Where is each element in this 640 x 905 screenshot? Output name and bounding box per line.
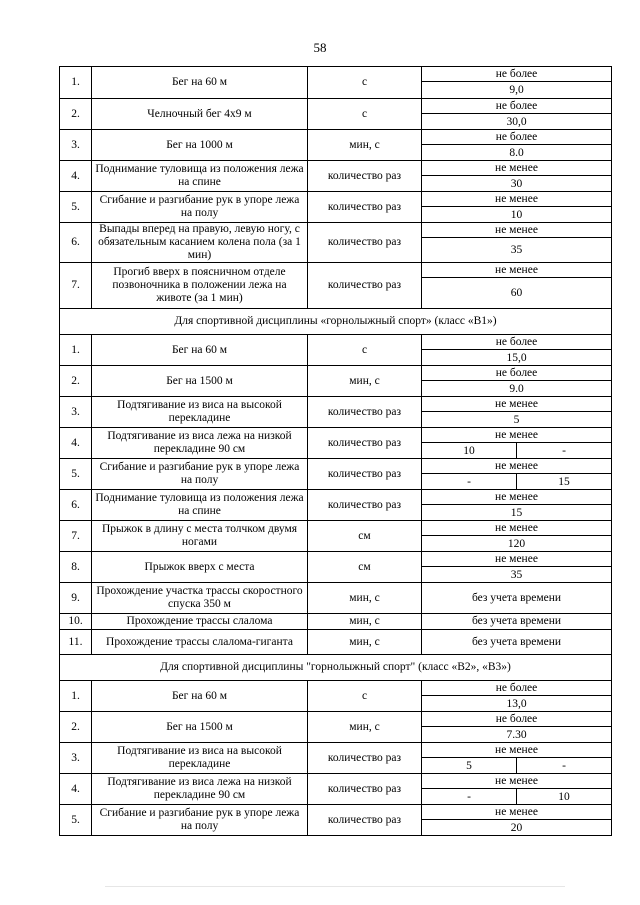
unit: количество раз (308, 459, 422, 490)
norm-cell (422, 192, 612, 223)
unit: количество раз (308, 428, 422, 459)
norm-cell (422, 774, 612, 805)
scan-edge (105, 886, 565, 887)
unit: количество раз (308, 743, 422, 774)
norm-cell (422, 490, 612, 521)
exercise-name: Поднимание туловища из положения лежа на спине (92, 161, 308, 192)
norm-cell (422, 161, 612, 192)
exercise-name: Челночный бег 4х9 м (92, 99, 308, 130)
norm-qualifier: не менее (495, 522, 538, 534)
norm-cell (422, 743, 612, 774)
norm-value: 15 (516, 474, 611, 489)
norm-value: 9.0 (509, 382, 524, 395)
unit: количество раз (308, 774, 422, 805)
norm-qualifier: не менее (495, 224, 538, 236)
table-row (60, 490, 612, 521)
row-number: 6. (60, 490, 92, 521)
row-number: 4. (60, 774, 92, 805)
table-row (60, 583, 612, 614)
section-row (60, 655, 612, 681)
table-row (60, 366, 612, 397)
row-number: 11. (60, 630, 92, 655)
norm-value: 20 (510, 821, 523, 834)
norm-qualifier: не менее (495, 775, 538, 787)
exercise-name: Выпады вперед на правую, левую ногу, с обязательным касанием колена пола (за 1 мин) (92, 223, 308, 263)
table-row (60, 99, 612, 130)
norm-value: - (467, 790, 471, 803)
unit: мин, с (308, 583, 422, 614)
norm-qualifier: не более (495, 713, 538, 725)
norm-qualifier: не более (495, 682, 538, 694)
standards-table (59, 66, 612, 836)
row-number: 4. (60, 428, 92, 459)
table-row (60, 192, 612, 223)
unit: мин, с (308, 366, 422, 397)
unit: количество раз (308, 263, 422, 309)
unit: мин, с (308, 712, 422, 743)
norm-qualifier: не более (495, 68, 538, 80)
norm-cell (422, 428, 612, 459)
norm-cell: без учета времени (422, 614, 612, 630)
norm-value: 13,0 (506, 697, 527, 710)
section-row (60, 309, 612, 335)
row-number: 1. (60, 67, 92, 99)
exercise-name: Бег на 1500 м (92, 366, 308, 397)
table-row (60, 335, 612, 366)
norm-value: 30,0 (506, 115, 527, 128)
row-number: 7. (60, 263, 92, 309)
table-row (60, 263, 612, 309)
exercise-name: Прохождение участка трассы скоростного спуска 350 м (92, 583, 308, 614)
row-number: 1. (60, 681, 92, 712)
norm-cell: без учета времени (422, 630, 612, 655)
norm-cell (422, 459, 612, 490)
norm-cell (422, 552, 612, 583)
table-row (60, 681, 612, 712)
norm-value: - (516, 758, 611, 773)
table-row (60, 521, 612, 552)
norm-cell (422, 681, 612, 712)
exercise-name: Бег на 60 м (92, 67, 308, 99)
norm-qualifier: не менее (495, 193, 538, 205)
row-number: 7. (60, 521, 92, 552)
row-number: 1. (60, 335, 92, 366)
norm-cell (422, 263, 612, 309)
section-title: Для спортивной дисциплины «горнолыжный спорт» (класс «В1») (60, 309, 612, 335)
norm-cell (422, 366, 612, 397)
unit: количество раз (308, 223, 422, 263)
unit: количество раз (308, 805, 422, 836)
exercise-name: Подтягивание из виса на высокой перекладине (92, 397, 308, 428)
norm-value: 10 (516, 789, 611, 804)
norm-value: 7.30 (506, 728, 527, 741)
exercise-name: Бег на 1000 м (92, 130, 308, 161)
norm-qualifier: не менее (495, 162, 538, 174)
exercise-name: Поднимание туловища из положения лежа на спине (92, 490, 308, 521)
unit: количество раз (308, 397, 422, 428)
norm-value: 10 (510, 208, 523, 221)
norm-value: 8.0 (509, 146, 524, 159)
norm-qualifier: не более (495, 100, 538, 112)
norm-qualifier: не более (495, 367, 538, 379)
norm-cell (422, 521, 612, 552)
norm-value: 30 (510, 177, 523, 190)
unit: мин, с (308, 130, 422, 161)
norm-qualifier: не менее (495, 553, 538, 565)
exercise-name: Подтягивание из виса на высокой перекладине (92, 743, 308, 774)
norm-cell (422, 397, 612, 428)
table-row (60, 428, 612, 459)
table-row (60, 614, 612, 630)
row-number: 3. (60, 743, 92, 774)
unit: с (308, 67, 422, 99)
table-row (60, 630, 612, 655)
table-row (60, 223, 612, 263)
row-number: 5. (60, 459, 92, 490)
norm-value: 5 (466, 759, 472, 772)
norm-qualifier: не менее (495, 806, 538, 818)
norm-cell (422, 99, 612, 130)
norm-qualifier: не менее (495, 460, 538, 472)
norm-value: 5 (513, 413, 520, 426)
norm-qualifier: не менее (495, 491, 538, 503)
unit: с (308, 335, 422, 366)
norm-value: 35 (510, 568, 523, 581)
norm-value: 9,0 (509, 84, 524, 96)
norm-value: 35 (510, 244, 523, 256)
unit: мин, с (308, 630, 422, 655)
row-number: 3. (60, 130, 92, 161)
norm-value: - (467, 475, 471, 488)
norm-value: - (516, 443, 611, 458)
norm-cell (422, 223, 612, 263)
unit: с (308, 99, 422, 130)
exercise-name: Сгибание и разгибание рук в упоре лежа на полу (92, 805, 308, 836)
norm-value: 10 (463, 444, 475, 457)
unit: с (308, 681, 422, 712)
norm-cell: без учета времени (422, 583, 612, 614)
row-number: 5. (60, 192, 92, 223)
table-row (60, 712, 612, 743)
exercise-name: Подтягивание из виса лежа на низкой перекладине 90 см (92, 428, 308, 459)
exercise-name: Прохождение трассы слалома (92, 614, 308, 630)
row-number: 2. (60, 99, 92, 130)
norm-value: 60 (510, 287, 523, 299)
norm-qualifier: не менее (495, 398, 538, 410)
exercise-name: Сгибание и разгибание рук в упоре лежа на полу (92, 192, 308, 223)
norm-qualifier: не менее (495, 744, 538, 756)
row-number: 9. (60, 583, 92, 614)
norm-qualifier: не менее (495, 429, 538, 441)
row-number: 8. (60, 552, 92, 583)
table-row (60, 67, 612, 99)
table-row (60, 552, 612, 583)
norm-cell (422, 335, 612, 366)
table-row (60, 805, 612, 836)
row-number: 2. (60, 366, 92, 397)
exercise-name: Бег на 60 м (92, 681, 308, 712)
row-number: 5. (60, 805, 92, 836)
norm-value: 15,0 (506, 351, 527, 364)
table-row (60, 130, 612, 161)
norm-qualifier: не менее (495, 264, 538, 276)
norm-cell (422, 130, 612, 161)
unit: см (308, 552, 422, 583)
exercise-name: Прогиб вверх в поясничном отделе позвоночника в положении лежа на животе (за 1 мин) (92, 263, 308, 309)
unit: см (308, 521, 422, 552)
unit: количество раз (308, 490, 422, 521)
norm-qualifier: не более (495, 336, 538, 348)
table-row (60, 397, 612, 428)
section-title: Для спортивной дисциплины "горнолыжный спорт" (класс «В2», «В3») (60, 655, 612, 681)
unit: количество раз (308, 192, 422, 223)
norm-qualifier: не более (495, 131, 538, 143)
exercise-name: Прыжок в длину с места толчком двумя ногами (92, 521, 308, 552)
exercise-name: Подтягивание из виса лежа на низкой перекладине 90 см (92, 774, 308, 805)
norm-value: 120 (507, 537, 526, 550)
table-row (60, 161, 612, 192)
unit: мин, с (308, 614, 422, 630)
norm-cell (422, 805, 612, 836)
row-number: 10. (60, 614, 92, 630)
page-number: 58 (313, 40, 327, 55)
exercise-name: Прыжок вверх с места (92, 552, 308, 583)
table-row (60, 743, 612, 774)
row-number: 3. (60, 397, 92, 428)
row-number: 2. (60, 712, 92, 743)
exercise-name: Сгибание и разгибание рук в упоре лежа на полу (92, 459, 308, 490)
norm-cell (422, 67, 612, 99)
unit: количество раз (308, 161, 422, 192)
norm-value: 15 (510, 506, 523, 519)
row-number: 4. (60, 161, 92, 192)
exercise-name: Бег на 1500 м (92, 712, 308, 743)
exercise-name: Бег на 60 м (92, 335, 308, 366)
norm-cell (422, 712, 612, 743)
row-number: 6. (60, 223, 92, 263)
table-row (60, 459, 612, 490)
table-row (60, 774, 612, 805)
exercise-name: Прохождение трассы слалома-гиганта (92, 630, 308, 655)
